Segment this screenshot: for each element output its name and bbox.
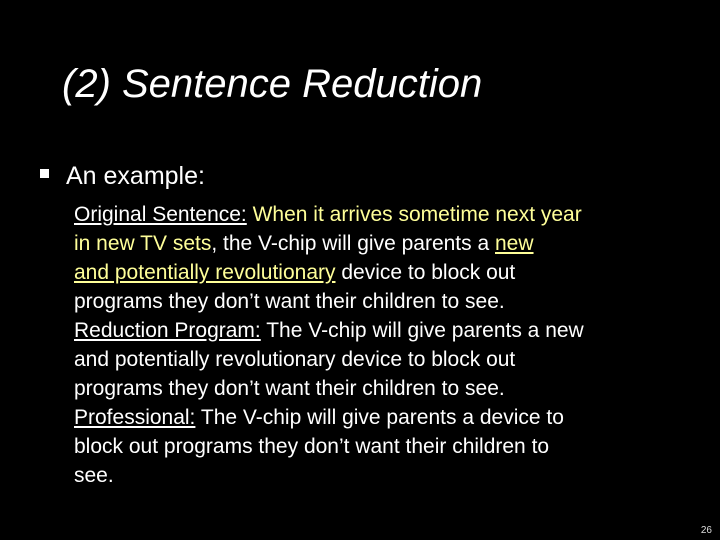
- original-line-2: [74, 229, 694, 258]
- bullet-item: [40, 162, 205, 191]
- professional-label: Professional:: [74, 406, 196, 429]
- original-label: Original Sentence:: [74, 203, 247, 226]
- original-highlight-2: in new TV sets: [74, 232, 212, 255]
- original-underline-1: new: [495, 232, 534, 255]
- reduction-text-1: The V-chip will give parents a new: [260, 319, 584, 342]
- professional-line-1: [74, 403, 694, 432]
- original-text-2: device to block out: [335, 261, 516, 284]
- page-number: 26: [700, 525, 712, 536]
- original-text-1: , the V-chip will give parents a: [211, 232, 495, 255]
- reduction-program-entry: [74, 316, 694, 403]
- example-content: [74, 200, 694, 490]
- slide-title: (2) Sentence Reduction: [62, 62, 483, 106]
- original-line-3: [74, 258, 694, 287]
- original-line-1: [74, 200, 694, 229]
- original-sentence-entry: [74, 200, 694, 316]
- original-highlight-1: When it arrives sometime next year: [246, 203, 582, 226]
- reduction-line-2: and potentially revolutionary device to block out: [74, 348, 516, 371]
- professional-line-3: see.: [74, 464, 114, 487]
- square-bullet-icon: [40, 169, 49, 178]
- original-line-4: programs they don’t want their children to see.: [74, 290, 505, 313]
- reduction-line-1: [74, 316, 694, 345]
- professional-entry: [74, 403, 694, 490]
- original-underline-2: and potentially revolutionary: [74, 261, 336, 284]
- reduction-line-3: programs they don’t want their children to see.: [74, 377, 505, 400]
- professional-text-1: The V-chip will give parents a device to: [195, 406, 564, 429]
- bullet-text: An example:: [66, 162, 205, 190]
- reduction-label: Reduction Program:: [74, 319, 261, 342]
- professional-line-2: block out programs they don’t want their children to: [74, 435, 550, 458]
